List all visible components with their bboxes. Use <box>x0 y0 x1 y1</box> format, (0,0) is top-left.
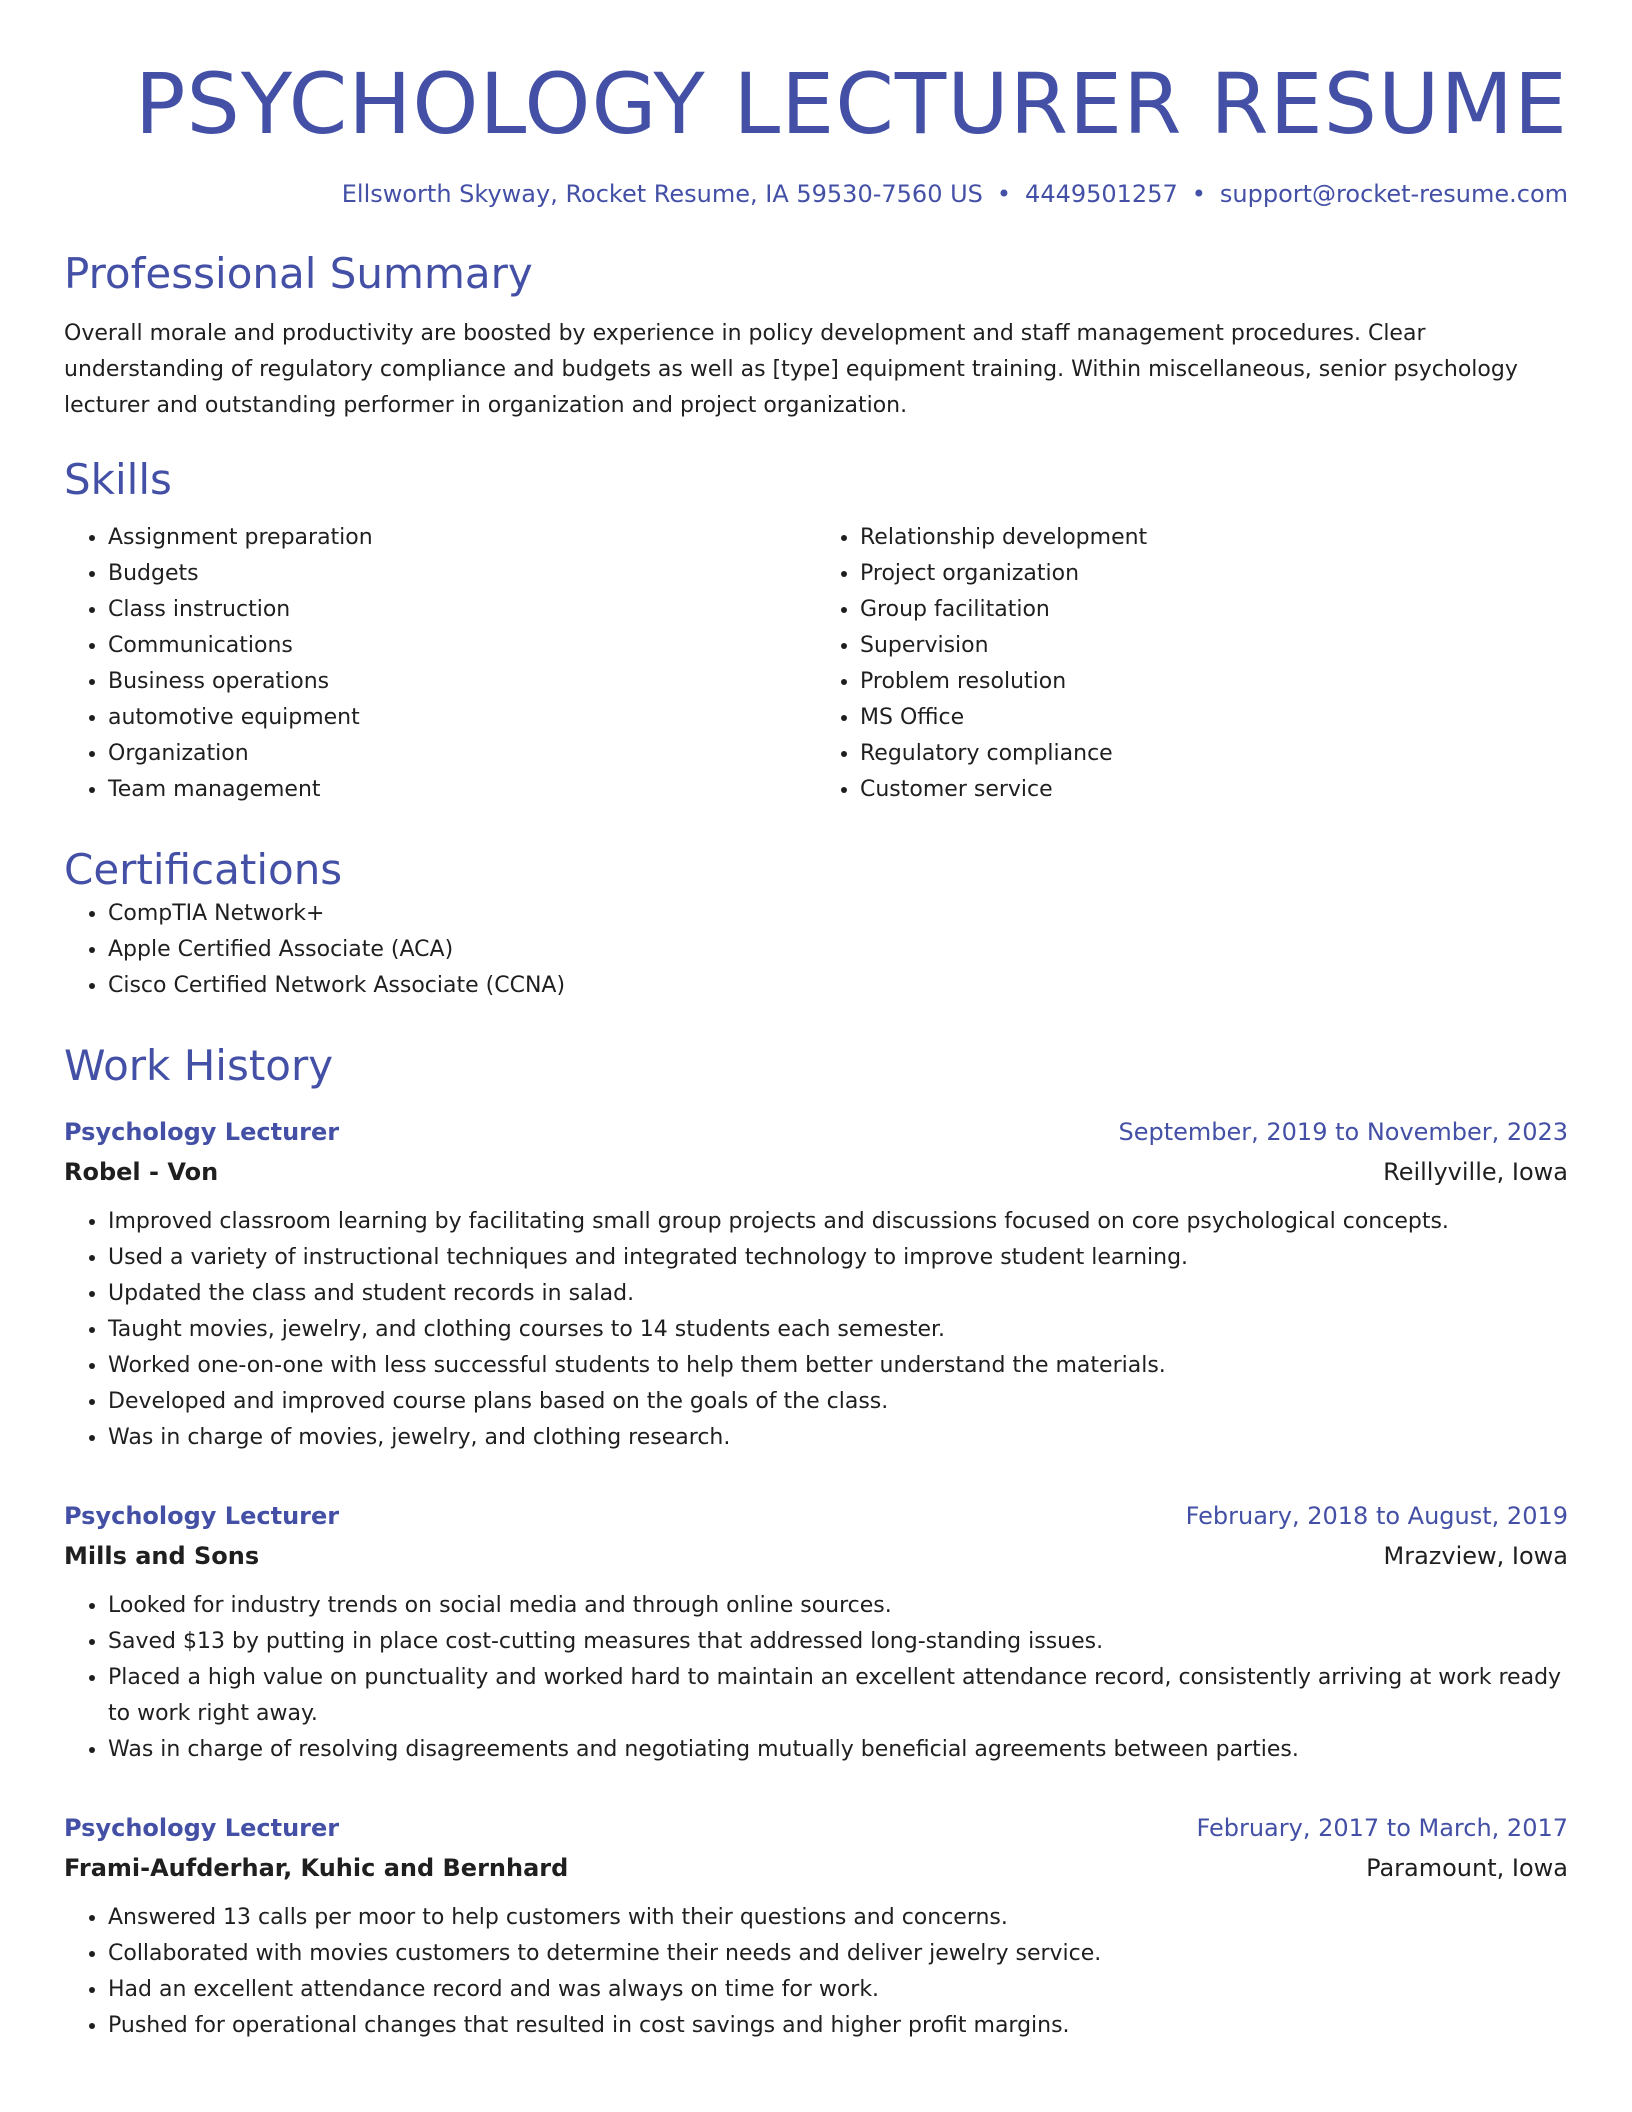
skill-item: • Group facilitation <box>860 592 1568 628</box>
job-company-row <box>64 1152 1568 1192</box>
job-title: Psychology Lecturer <box>64 1502 340 1530</box>
skill-item: • Organization <box>108 736 816 772</box>
job-location: Paramount, Iowa <box>1366 1854 1568 1882</box>
contact-separator: • <box>1191 180 1206 208</box>
work-history-heading: Work History <box>64 1041 334 1090</box>
job-header-row <box>64 1496 1568 1536</box>
job-dates: February, 2017 to March, 2017 <box>1196 1814 1568 1842</box>
job-bullets <box>64 1900 1568 2044</box>
certifications-heading: Certifications <box>64 845 343 894</box>
contact-address: Ellsworth Skyway, Rocket Resume, IA 59530-7560 US <box>341 180 983 208</box>
job-bullet: • Taught movies, jewelry, and clothing courses to 14 students each semester. <box>108 1312 1568 1348</box>
job-bullet: • Was in charge of movies, jewelry, and clothing research. <box>108 1420 1568 1456</box>
job-dates: February, 2018 to August, 2019 <box>1185 1502 1568 1530</box>
skill-item: • Supervision <box>860 628 1568 664</box>
job-company: Frami-Aufderhar, Kuhic and Bernhard <box>64 1854 569 1882</box>
job-dates: September, 2019 to November, 2023 <box>1118 1118 1568 1146</box>
job-title: Psychology Lecturer <box>64 1814 340 1842</box>
contact-line <box>64 178 1568 210</box>
skill-item: • Relationship development <box>860 520 1568 556</box>
resume-page <box>64 0 1568 2044</box>
job-bullet: • Improved classroom learning by facilitating small group projects and discussions focused on core psychological concepts. <box>108 1204 1568 1240</box>
job-bullet: • Pushed for operational changes that resulted in cost savings and higher profit margins. <box>108 2008 1568 2044</box>
job-bullet: • Placed a high value on punctuality and worked hard to maintain an excellent attendance record, consistently arriving at work ready to work right away. <box>108 1660 1568 1732</box>
certification-item: • CompTIA Network+ <box>108 896 1568 932</box>
skill-item: • Customer service <box>860 772 1568 808</box>
job-location: Reillyville, Iowa <box>1383 1158 1568 1186</box>
job-bullet: • Saved $13 by putting in place cost-cutting measures that addressed long-standing issues. <box>108 1624 1568 1660</box>
skill-item: • Business operations <box>108 664 816 700</box>
job-company-row <box>64 1536 1568 1576</box>
job-bullet: • Collaborated with movies customers to determine their needs and deliver jewelry service. <box>108 1936 1568 1972</box>
job-bullet: • Looked for industry trends on social media and through online sources. <box>108 1588 1568 1624</box>
job-bullet: • Worked one-on-one with less successful students to help them better understand the materials. <box>108 1348 1568 1384</box>
skill-item: • Team management <box>108 772 816 808</box>
job-bullets <box>64 1588 1568 1768</box>
skill-item: • Project organization <box>860 556 1568 592</box>
skills-list-right <box>816 520 1568 808</box>
job-bullet: • Answered 13 calls per moor to help customers with their questions and concerns. <box>108 1900 1568 1936</box>
job-company-row <box>64 1848 1568 1888</box>
job-header-row <box>64 1112 1568 1152</box>
contact-separator: • <box>996 180 1012 208</box>
summary-heading: Professional Summary <box>64 249 533 298</box>
job-entry <box>64 1496 1568 1768</box>
job-company: Robel - Von <box>64 1158 219 1186</box>
skill-item: • Communications <box>108 628 816 664</box>
certifications-list <box>64 896 1568 1004</box>
job-bullet: • Updated the class and student records in salad. <box>108 1276 1568 1312</box>
job-title: Psychology Lecturer <box>64 1118 340 1146</box>
job-entry <box>64 1112 1568 1456</box>
summary-text: Overall morale and productivity are boosted by experience in policy development and staff management procedures. Clear understanding of regulatory compliance and budgets as well as [type] equipment training. Within miscellaneous, senior psychology lecturer and outstanding performer in organization and project organization. <box>64 321 1518 418</box>
skill-item: • automotive equipment <box>108 700 816 736</box>
skill-item: • Budgets <box>108 556 816 592</box>
contact-email[interactable]: support@rocket-resume.com <box>1219 180 1568 208</box>
job-bullet: • Was in charge of resolving disagreements and negotiating mutually beneficial agreements between parties. <box>108 1732 1568 1768</box>
certification-item: • Apple Certified Associate (ACA) <box>108 932 1568 968</box>
resume-title: PSYCHOLOGY LECTURER RESUME <box>134 55 1568 153</box>
contact-phone: 4449501257 <box>1025 180 1178 208</box>
job-location: Mrazview, Iowa <box>1383 1542 1568 1570</box>
skills-list-left <box>64 520 816 808</box>
skill-item: • MS Office <box>860 700 1568 736</box>
skills-heading: Skills <box>64 455 172 504</box>
skill-item: • Regulatory compliance <box>860 736 1568 772</box>
job-company: Mills and Sons <box>64 1542 260 1570</box>
skill-item: • Problem resolution <box>860 664 1568 700</box>
skill-item: • Assignment preparation <box>108 520 816 556</box>
certification-item: • Cisco Certified Network Associate (CCNA) <box>108 968 1568 1004</box>
job-header-row <box>64 1808 1568 1848</box>
job-bullets <box>64 1204 1568 1456</box>
job-entry <box>64 1808 1568 2044</box>
job-bullet: • Used a variety of instructional techniques and integrated technology to improve student learning. <box>108 1240 1568 1276</box>
skills-columns <box>64 520 1568 808</box>
job-bullet: • Developed and improved course plans based on the goals of the class. <box>108 1384 1568 1420</box>
job-bullet: • Had an excellent attendance record and was always on time for work. <box>108 1972 1568 2008</box>
skill-item: • Class instruction <box>108 592 816 628</box>
